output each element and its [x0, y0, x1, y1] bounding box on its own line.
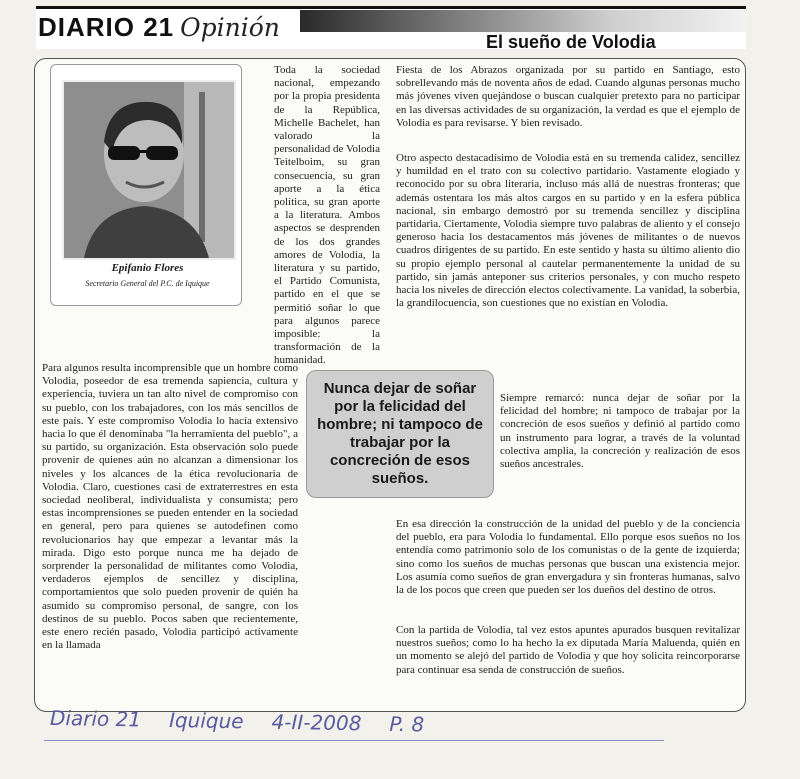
annotation-page: P. 8: [389, 711, 425, 737]
annotation-underline: [44, 740, 664, 741]
author-photo: [62, 80, 236, 260]
masthead-gradient-band: [300, 10, 746, 32]
annotation-source: Diario 21: [49, 705, 142, 732]
masthead: [38, 8, 280, 46]
article-paragraph-5: Siempre remarcó: nunca dejar de soñar por la felicidad del hombre; ni tampoco de trabajar por la concreción de esos sueños y definió al partido como un instrumento para lograr, a través de la voluntad colectiva amplia, la concreción y realización de esos sueños ancestrales.: [500, 392, 740, 471]
article-paragraph-6: En esa dirección la construcción de la unidad del pueblo y de la conciencia del pueblo, era para Volodia lo fundamental. Ello porque esos sueños no los entendía como patrimonio solo de los comunistas o de la gente de izquierda; sino como los sueños de muchas personas que buscan una existencia mejor. Los asumía como sueños de gran envergadura y sin fronteras humanas, salvo la de los pocos que creen que pueden ser los dueños del destino de otros.: [396, 518, 740, 597]
article-paragraph-1: Toda la sociedad nacional, empezando por la propia presidenta de la República, Michelle Bachelet, han valorado la personalidad de Volodia Teitelboim, su gran consecuencia, su gran aporte a la ética política, su gran aporte a la literatura. Ambos aspectos se desprenden de los dos grandes amores de Volodia, la literatura y su partido, el Partido Comunista, partido en el que se permitió soñar lo que para algunos parece imposible: la transformación de la humanidad.: [274, 64, 380, 367]
article-paragraph-4: Otro aspecto destacadísimo de Volodia está en su tremenda calidez, sencillez y humildad en el trato con su colectivo partidario. Vastamente elogiado y reconocido por su obra literaria, incluso más allá de nuestras fronteras; que además ostentara los más altos cargos en su partido y en la esfera pública nacional, sin embargo demostró por su tremenda sencillez y disciplina partidaria. Ciertamente, Volodia siempre tuvo palabras de aliento y el consejo generoso hacia los destacamentos más jóvenes de militantes o de nuevos cuadros dirigentes de su partido. En este sentido y hasta su último aliento dio su propio ejemplo personal al cautelar permanentemente la unidad de su partido, sin jamás anteponer sus criterios personales, y con mucho respeto hacia los niveles de dirección electos colectivamente. La vanidad, la soberbia, la grandilocuencia, son cuestiones que no existían en Volodia.: [396, 152, 740, 310]
article-paragraph-3: Fiesta de los Abrazos organizada por su partido en Santiago, esto sobrellevando más de noventa años de edad. Cuando algunas personas mucho más jóvenes viven quejándose o buscan cualquier pretexto para no participar en las diversas actividades de su organización, la verdad es que el ejemplo de Volodia es para revisarse. Y bien revisado.: [396, 64, 740, 129]
pull-quote-text: Nunca dejar de soñar por la felicidad del hombre; ni tampoco de trabajar por la concreción de esos sueños.: [317, 380, 483, 487]
article-paragraph-2: Para algunos resulta incomprensible que un hombre como Volodia, poseedor de esa tremenda sapiencia, cultura y experiencia, tuviera un tan alto nivel de compromiso con su pueblo, con los trabajadores, con los más sencillos de este país. Y este compromiso Volodia lo hacía extensivo hacia lo que él denominaba "la herramienta del pueblo", a su partido, su organización. Esta observación solo puede provenir de quienes aún no alcanzan a dimensionar los niveles y los alcances de la ética revolucionaria de Volodia. Claro, cuestiones casi de extraterrestres en esta sociedad neoliberal, individualista y consumista; pero estas incomprensiones se pueden entender en la sociedad en general, pero para quienes se autodefinen como revolucionarios hay que empezar a levantar más la mirada. Digo esto porque nunca me ha dejado de sorprender la personalidad de militantes como Volodia, verdaderos ejemplos de sencillez y disciplina, comportamientos que solo pueden provenir de quién ha asumido su compromiso personal, de sangre, con los destinos de su pueblo. Pocos saben que recientemente, este enero recién pasado, Volodia participó activamente en la llamada: [42, 362, 298, 652]
author-name: Epifanio Flores: [111, 262, 184, 274]
article-paragraph-7: Con la partida de Volodia, tal vez estos apuntes apurados busquen revitalizar nuestros sueños; como lo ha hecho la ex diputada María Maluenda, quién en un momento se alejó del partido de Volodia y que hoy solicita reincorporarse para continuar esa senda de construcción de sueños.: [396, 624, 740, 676]
portrait-image-icon: [64, 82, 234, 258]
annotation-date: 4-II-2008: [271, 709, 362, 736]
brand-name: DIARIO 21: [38, 11, 175, 42]
pull-quote-box: [306, 370, 494, 498]
annotation-city: Iquique: [168, 707, 244, 734]
article-headline: El sueño de Volodia: [486, 32, 656, 52]
section-name: Opinión: [180, 12, 280, 42]
author-role: Secretario General del P.C. de Iquique: [85, 279, 210, 288]
